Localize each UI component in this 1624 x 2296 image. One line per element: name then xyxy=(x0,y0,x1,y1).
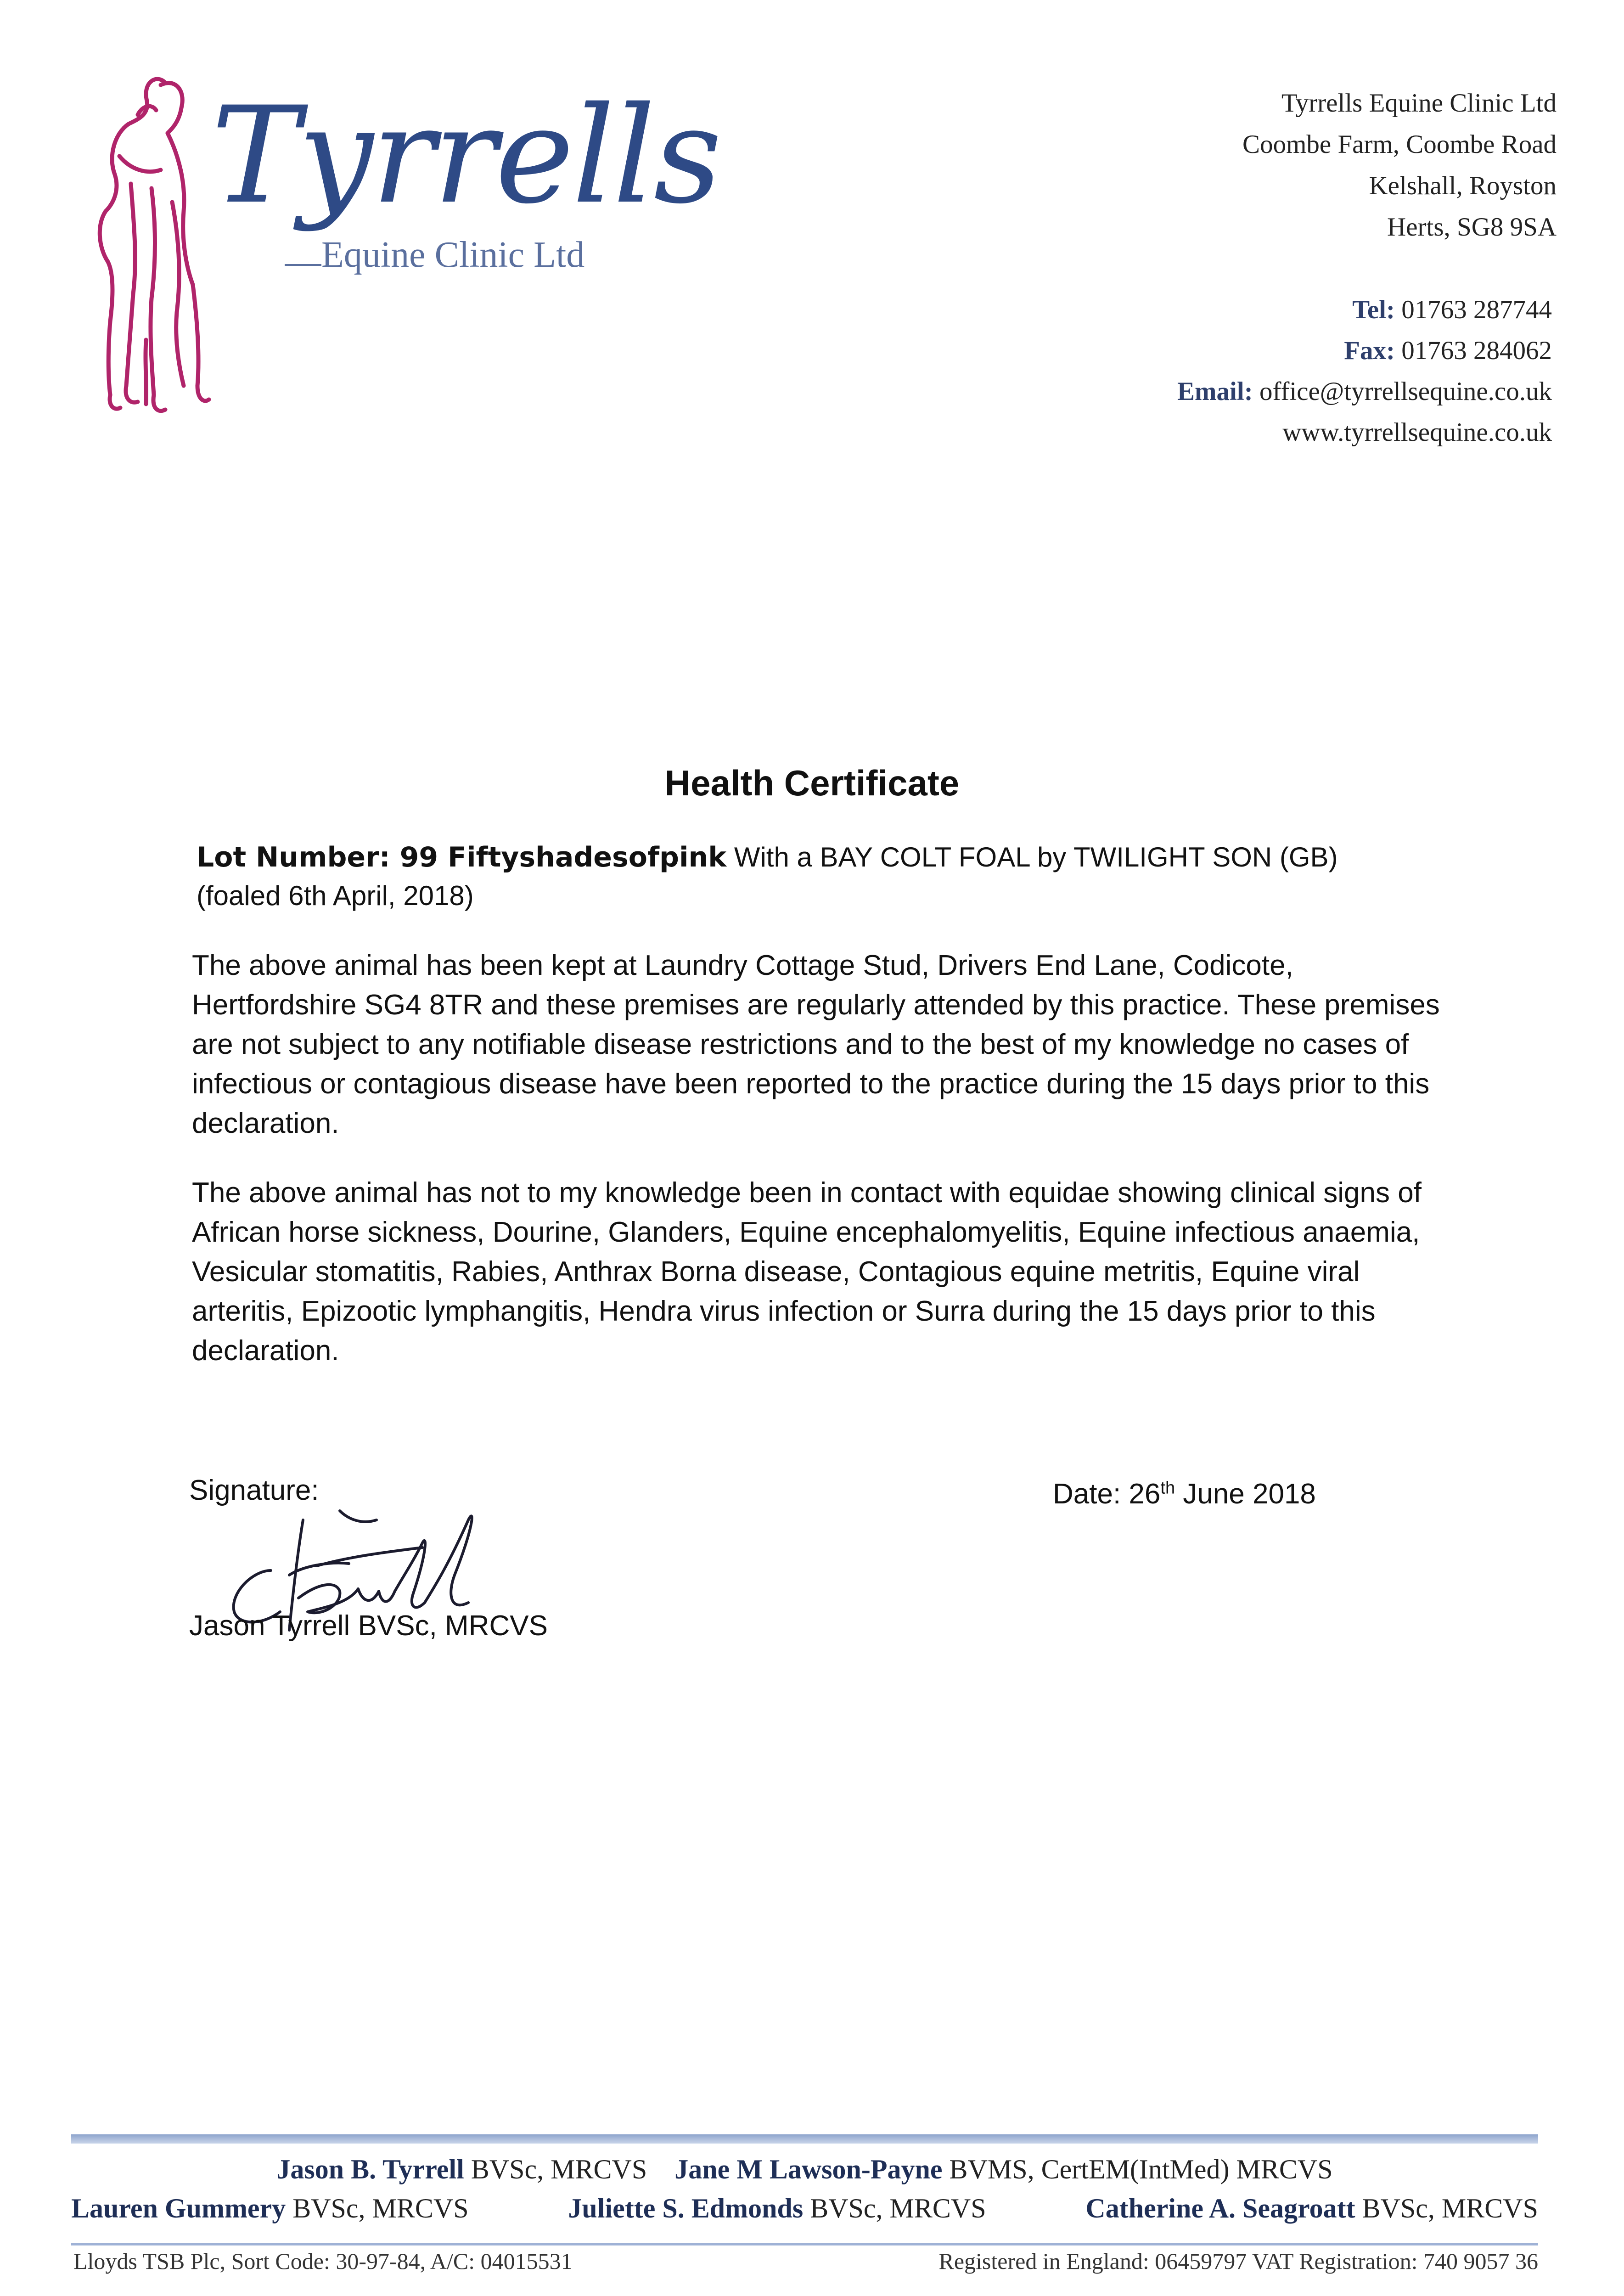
lot-info xyxy=(197,838,1436,915)
contact-paragraph: The above animal has not to my knowledge been in contact with equidae showing clinical signs of African horse sickness, Dourine, Glanders, Equine encephalomyelitis, Equine infectious anaemia, Vesicular stomatitis, Rabies, Anthrax Borna disease, Contagious equine metritis, Equine viral arteritis, Epizootic lymphangitis, Hendra virus infection or Surra during the 15 days prior to this declaration. xyxy=(192,1177,1422,1367)
email-line xyxy=(1177,371,1552,412)
logo-subtitle: Equine Clinic Ltd xyxy=(321,235,585,275)
footer-band xyxy=(71,2134,1538,2144)
clinic-logo xyxy=(87,64,720,441)
email-link[interactable]: office@tyrrellsequine.co.uk xyxy=(1259,377,1552,406)
logo-divider xyxy=(285,264,321,266)
vets-row-2 xyxy=(71,2193,1538,2224)
vet-quals: BVSc, MRCVS xyxy=(810,2193,986,2223)
tel-line xyxy=(1177,289,1552,330)
vet-quals: BVSc, MRCVS xyxy=(292,2193,469,2223)
vet-quals: BVSc, MRCVS xyxy=(471,2154,647,2184)
vet-entry xyxy=(276,2154,654,2184)
vet-entry xyxy=(568,2193,986,2224)
vet-entry xyxy=(674,2154,1332,2184)
vet-name: Juliette S. Edmonds xyxy=(568,2193,804,2223)
date-ordinal: th xyxy=(1160,1478,1175,1498)
fax-label: Fax: xyxy=(1344,336,1395,365)
lot-number: Lot Number: 99 Fiftyshadesofpink xyxy=(197,841,727,873)
tel-label: Tel: xyxy=(1352,295,1395,324)
address-line: Coombe Farm, Coombe Road xyxy=(1242,130,1557,159)
address-line: Tyrrells Equine Clinic Ltd xyxy=(1281,89,1557,118)
signer-name: Jason Tyrrell BVSc, MRCVS xyxy=(189,1610,548,1642)
address-line: Kelshall, Royston xyxy=(1369,171,1557,200)
vet-entry xyxy=(1085,2193,1538,2224)
email-label: Email: xyxy=(1177,377,1253,406)
registration-details: Registered in England: 06459797 VAT Registration: 740 9057 36 xyxy=(938,2248,1538,2274)
foaled-date: (foaled 6th April, 2018) xyxy=(197,880,474,911)
vet-quals: BVSc, MRCVS xyxy=(1362,2193,1538,2223)
horse-icon xyxy=(87,64,225,441)
premises-paragraph: The above animal has been kept at Laundry Cottage Stud, Drivers End Lane, Codicote, Hertfordshire SG4 8TR and these premises are regularly attended by this practice. These premises are not subject to any notifiable disease restrictions and to the best of my knowledge no cases of infectious or contagious disease have been reported to the practice during the 15 days prior to this declaration. xyxy=(192,950,1440,1139)
vet-name: Jason B. Tyrrell xyxy=(276,2154,464,2184)
certificate-date xyxy=(1053,1478,1316,1510)
vet-quals: BVMS, CertEM(IntMed) MRCVS xyxy=(949,2154,1333,2184)
fax-value: 01763 284062 xyxy=(1401,336,1552,365)
lot-detail: With a BAY COLT FOAL by TWILIGHT SON (GB) xyxy=(734,842,1338,872)
vet-name: Jane M Lawson-Payne xyxy=(674,2154,943,2184)
vet-name: Catherine A. Seagroatt xyxy=(1085,2193,1355,2223)
address-line: Herts, SG8 9SA xyxy=(1387,213,1557,242)
page-title: Health Certificate xyxy=(664,763,960,803)
date-suffix: June 2018 xyxy=(1175,1478,1316,1510)
signature-label: Signature: xyxy=(189,1474,319,1506)
clinic-contact xyxy=(1177,289,1552,453)
fax-line xyxy=(1177,330,1552,371)
footer-divider xyxy=(71,2243,1538,2245)
clinic-address xyxy=(1242,83,1557,248)
vet-entry xyxy=(71,2193,469,2224)
vet-name: Lauren Gummery xyxy=(71,2193,286,2223)
date-prefix: Date: 26 xyxy=(1053,1478,1161,1510)
website-link[interactable]: www.tyrrellsequine.co.uk xyxy=(1282,418,1552,447)
tel-value: 01763 287744 xyxy=(1401,295,1552,324)
vets-row-1 xyxy=(71,2154,1538,2185)
logo-wordmark: Tyrrells xyxy=(211,79,720,233)
bank-details: Lloyds TSB Plc, Sort Code: 30-97-84, A/C: 04015531 xyxy=(73,2248,573,2274)
